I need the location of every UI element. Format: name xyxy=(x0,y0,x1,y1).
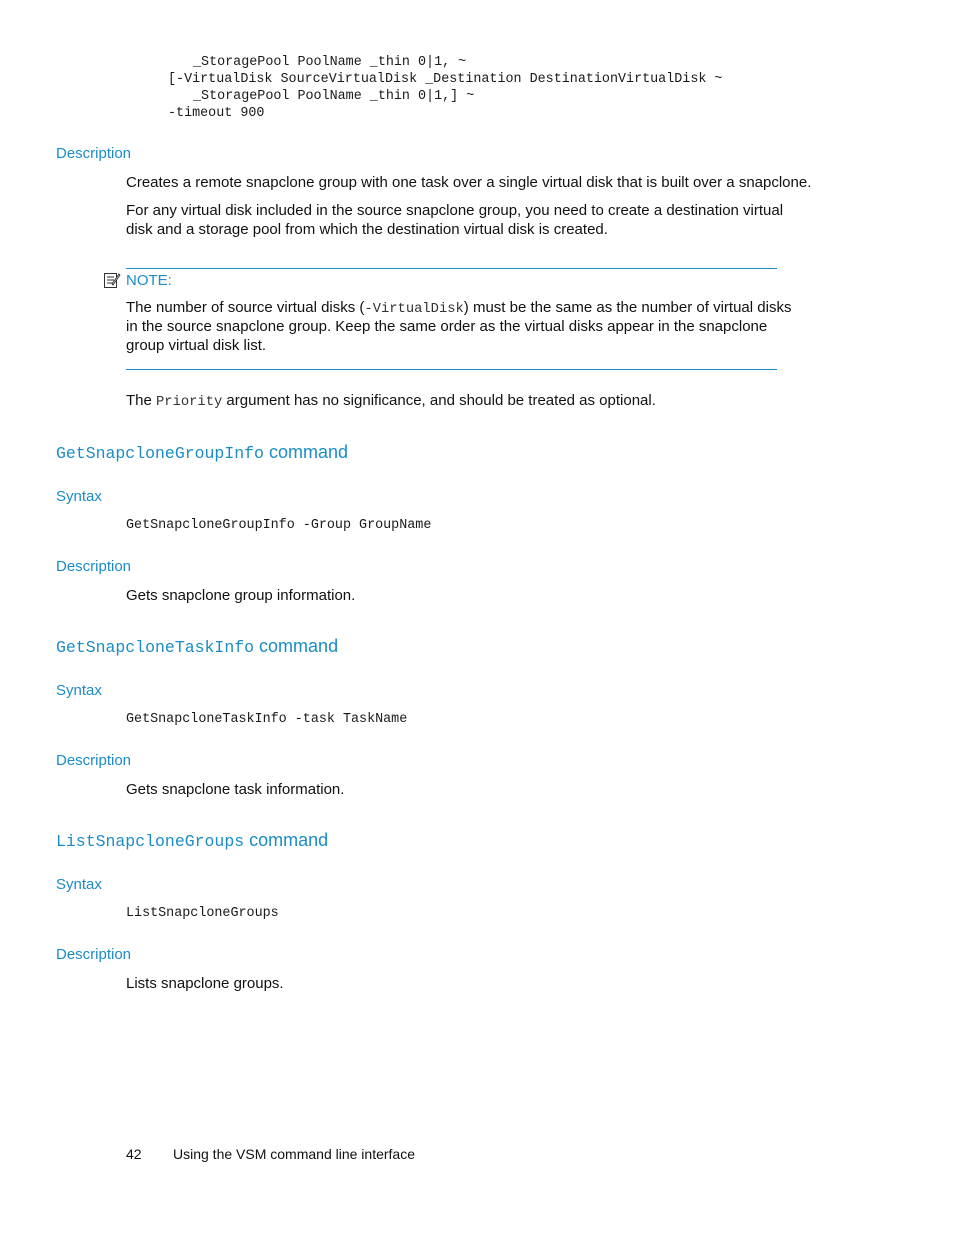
section-label-description: Description xyxy=(56,946,132,963)
note-text: in the source snapclone group. Keep the same order as the virtual disks appear in the snapclone xyxy=(126,318,768,335)
description-text: Gets snapclone task information. xyxy=(126,781,345,798)
note-text-segment: ) must be the same as the number of virtual disks xyxy=(463,299,792,316)
section-label-syntax: Syntax xyxy=(56,682,102,699)
note-top-rule xyxy=(126,268,777,269)
command-suffix: command xyxy=(254,636,339,656)
note-pad-icon xyxy=(103,271,121,289)
inline-code: Priority xyxy=(156,395,223,410)
command-name: ListSnapcloneGroups xyxy=(56,832,245,851)
syntax-code: GetSnapcloneGroupInfo -Group GroupName xyxy=(126,518,432,533)
description-text: For any virtual disk included in the source snapclone group, you need to create a destination virtual xyxy=(126,202,784,219)
command-heading xyxy=(56,636,338,657)
command-heading xyxy=(56,442,348,463)
command-heading xyxy=(56,830,328,851)
priority-text-segment: argument has no significance, and should be treated as optional. xyxy=(222,392,656,409)
inline-code: -VirtualDisk xyxy=(364,302,464,317)
note-label: NOTE: xyxy=(126,272,172,289)
note-text xyxy=(126,298,791,319)
code-line: _StoragePool PoolName _thin 0|1,] ~ xyxy=(193,89,475,104)
page-number: 42 xyxy=(126,1146,142,1162)
note-bottom-rule xyxy=(126,369,777,370)
footer-chapter-title: Using the VSM command line interface xyxy=(173,1146,415,1162)
command-suffix: command xyxy=(263,442,348,462)
description-text: disk and a storage pool from which the destination virtual disk is created. xyxy=(126,221,608,238)
description-text: Lists snapclone groups. xyxy=(126,975,284,992)
priority-text xyxy=(126,391,656,412)
code-line: _StoragePool PoolName _thin 0|1, ~ xyxy=(193,55,467,70)
section-label-syntax: Syntax xyxy=(56,876,102,893)
command-name: GetSnapcloneTaskInfo xyxy=(56,638,255,657)
command-name: GetSnapcloneGroupInfo xyxy=(56,444,264,463)
section-label-syntax: Syntax xyxy=(56,488,102,505)
description-text: Creates a remote snapclone group with one task over a single virtual disk that is built over a snapclone. xyxy=(126,174,812,191)
syntax-code: ListSnapcloneGroups xyxy=(126,906,279,921)
section-label-description: Description xyxy=(56,145,132,162)
note-text: group virtual disk list. xyxy=(126,337,267,354)
section-label-description: Description xyxy=(56,752,132,769)
note-text-segment: The number of source virtual disks ( xyxy=(126,299,365,316)
section-label-description: Description xyxy=(56,558,132,575)
code-line: [-VirtualDisk SourceVirtualDisk _Destination DestinationVirtualDisk ~ xyxy=(168,72,723,87)
command-suffix: command xyxy=(244,830,329,850)
syntax-code: GetSnapcloneTaskInfo -task TaskName xyxy=(126,712,408,727)
description-text: Gets snapclone group information. xyxy=(126,587,356,604)
priority-text-segment: The xyxy=(126,392,157,409)
code-line: -timeout 900 xyxy=(168,106,265,121)
